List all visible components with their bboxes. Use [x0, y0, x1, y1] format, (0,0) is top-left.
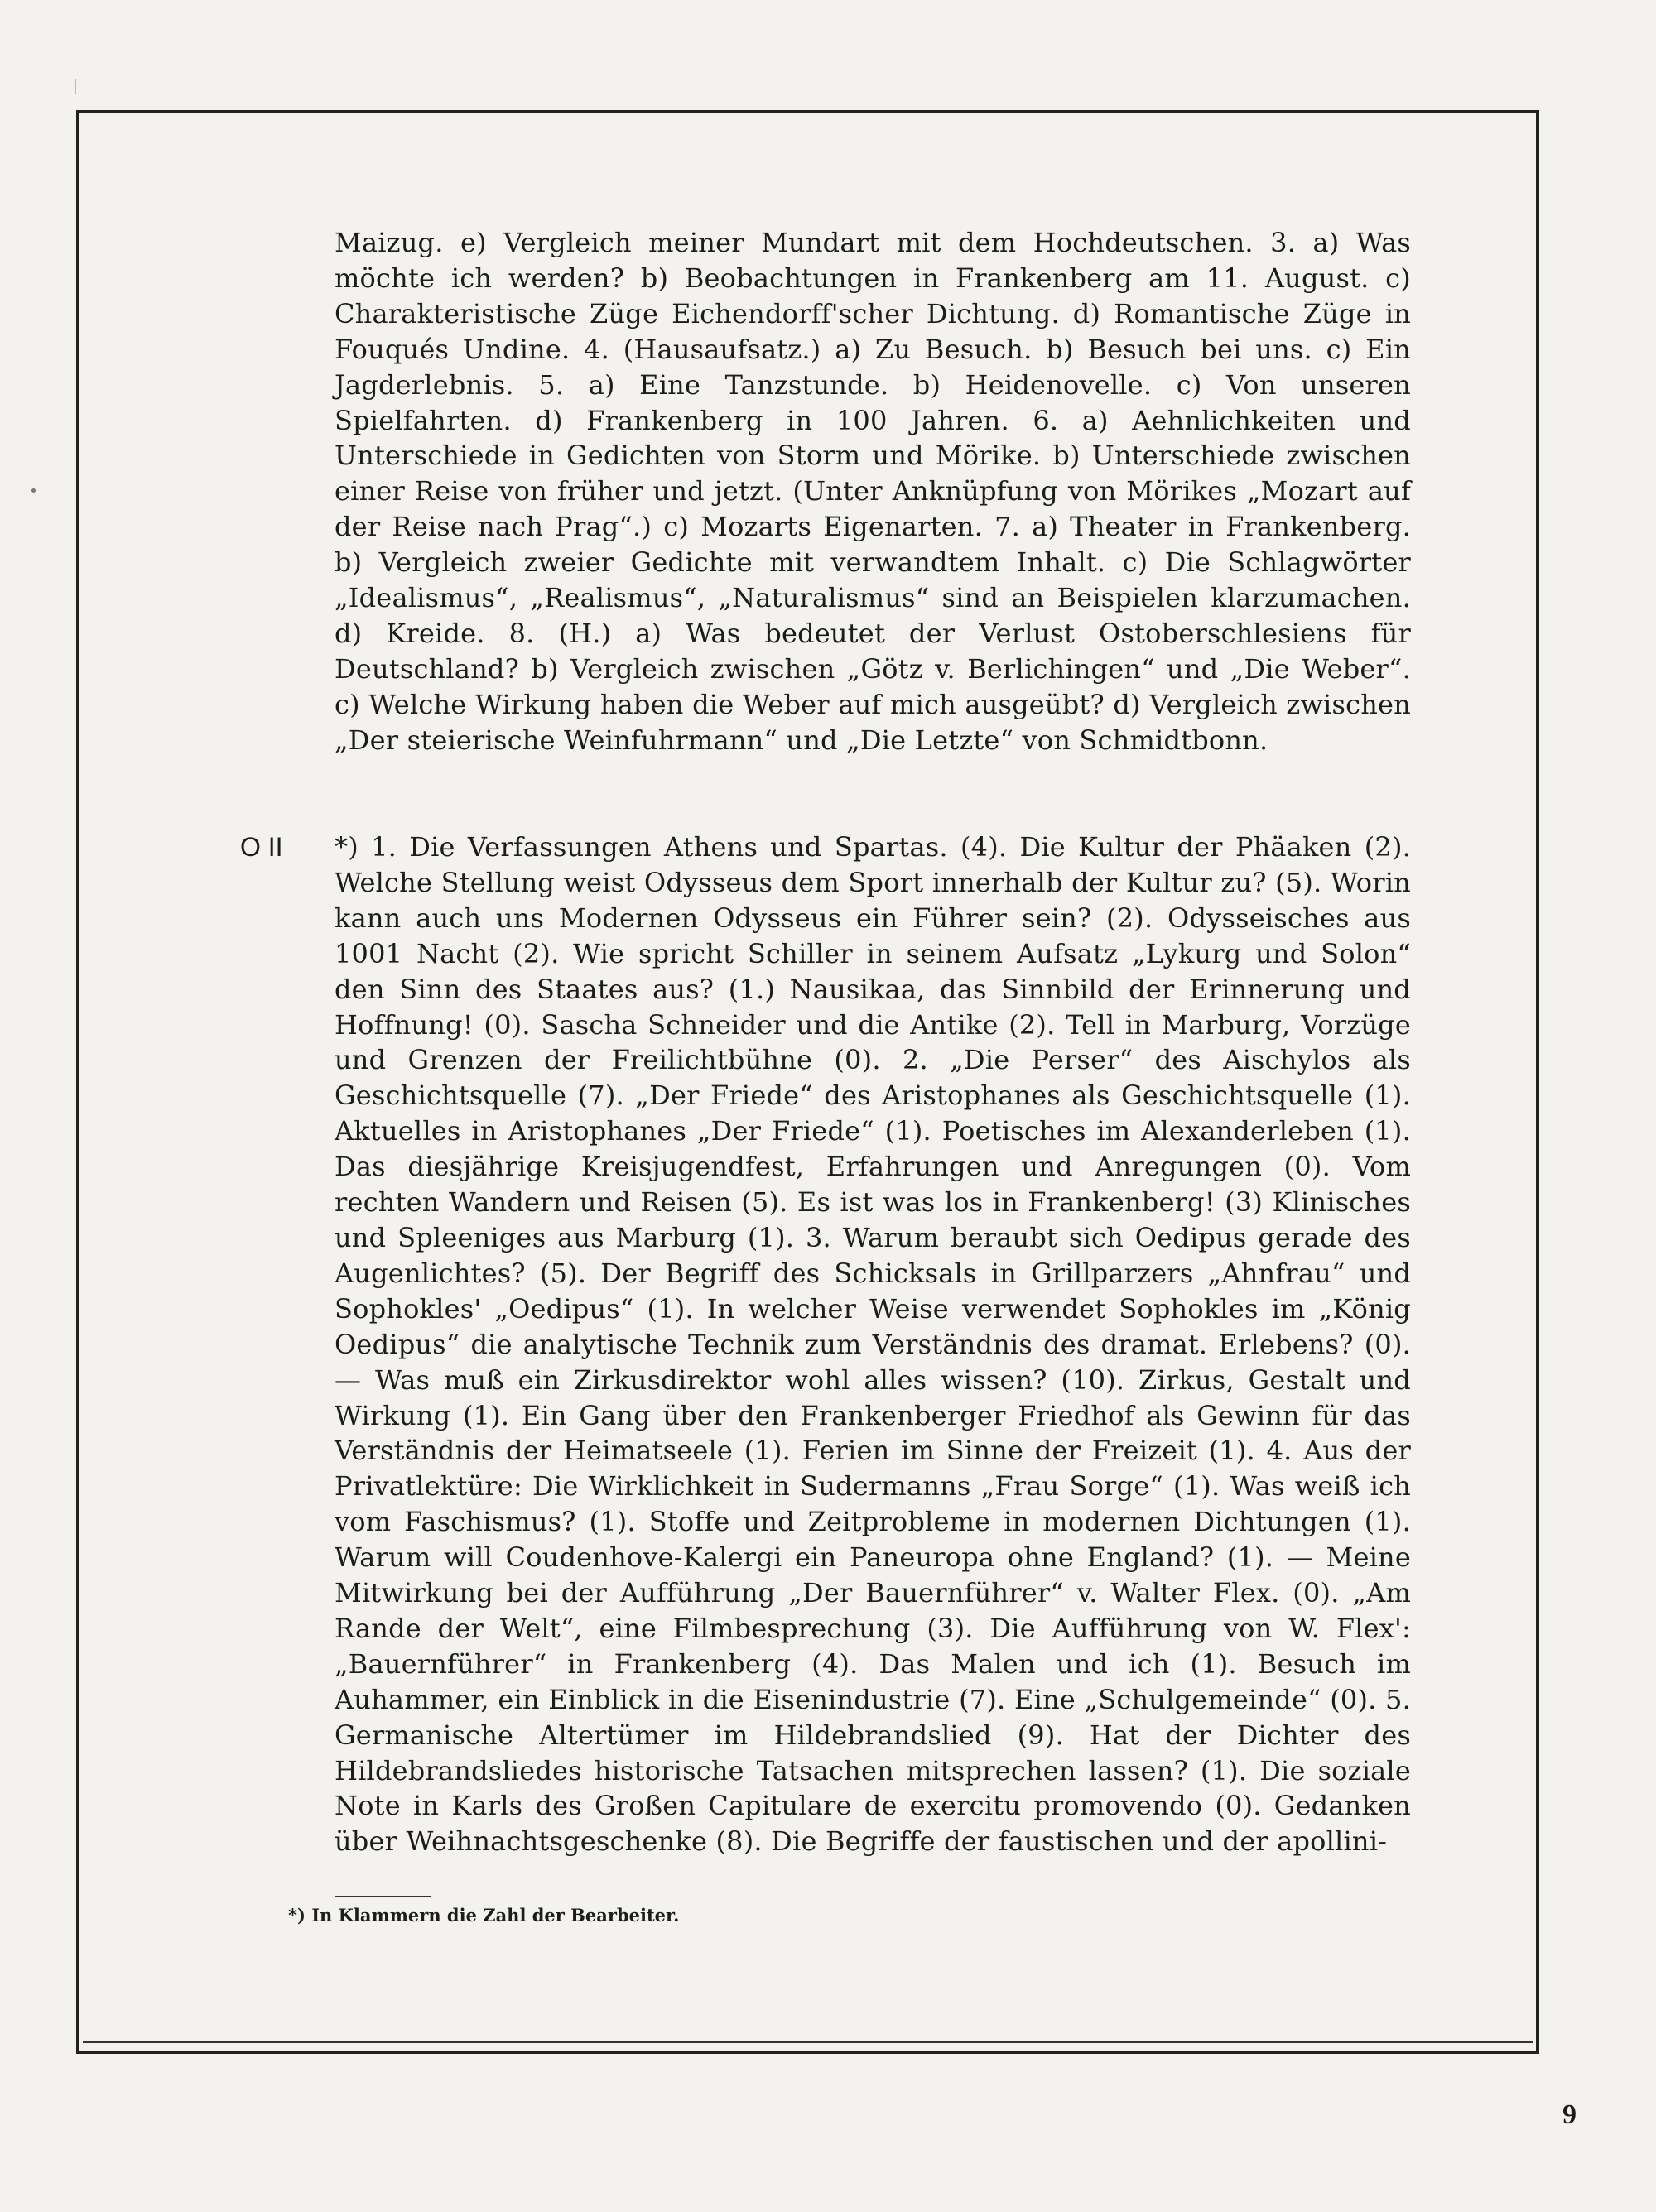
paragraph-continuation: Maizug. e) Vergleich meiner Mundart mit dem Hochdeutschen. 3. a) Was möchte ich werden? b) Beobachtungen in Frankenberg am 11. August. c) Charakteristische Züge Eichendorff'scher Dichtung. d) Romantische Züge in Fouqués Undine. 4. (Hausaufsatz.) a) Zu Besuch. b) Besuch bei uns. c) Ein Jagderlebnis. 5. a) Eine Tanzstunde. b) Heidenovelle. c) Von unseren Spielfahrten. d) Frankenberg in 100 Jahren. 6. a) Aehnlichkeiten und Unterschiede in Gedichten von Storm und Mörike. b) Unterschiede zwischen einer Reise von früher und jetzt. (Unter Anknüpfung von Mörikes „Mozart auf der Reise nach Prag“.) c) Mozarts Eigenarten. 7. a) Theater in Frankenberg. b) Vergleich zweier Gedichte mit verwandtem Inhalt. c) Die Schlagwörter „Idealismus“, „Realismus“, „Naturalismus“ sind an Beispielen klarzumachen. d) Kreide. 8. (H.) a) Was bedeutet der Verlust Ostoberschlesiens für Deutschland? b) Vergleich zwischen „Götz v. Berlichingen“ und „Die Weber“. c) Welche Wirkung haben die Weber auf mich ausgeübt? d) Vergleich zwischen „Der steierische Weinfuhrmann“ und „Die Letzte“ von Schmidtbonn.: [335, 227, 1411, 756]
page-number: 9: [1562, 2099, 1577, 2130]
text-block-continuation: [335, 225, 1411, 758]
section-topics-paragraph: [335, 830, 1411, 1859]
footnote: *) In Klammern die Zahl der Bearbeiter.: [288, 1905, 680, 1926]
section-label: O II: [240, 832, 283, 862]
page-border-inner-rule: [83, 2041, 1533, 2043]
section-topics-text: *) 1. Die Verfassungen Athens und Spartas. (4). Die Kultur der Phäaken (2). Welche Stellung weist Odysseus dem Sport innerhalb der Kultur zu? (5). Worin kann auch uns Modernen Odysseus ein Führer sein? (2). Odysseisches aus 1001 Nacht (2). Wie spricht Schiller in seinem Aufsatz „Lykurg und Solon“ den Sinn des Staates aus? (1.) Nausikaa, das Sinnbild der Erinnerung und Hoffnung! (0). Sascha Schneider und die Antike (2). Tell in Marburg, Vorzüge und Grenzen der Freilichtbühne (0). 2. „Die Perser“ des Aischylos als Geschichtsquelle (7). „Der Friede“ des Aristophanes als Geschichtsquelle (1). Aktuelles in Aristophanes „Der Friede“ (1). Poetisches im Alexanderleben (1). Das diesjährige Kreisjugendfest, Erfahrungen und Anregungen (0). Vom rechten Wandern und Reisen (5). Es ist was los in Frankenberg! (3) Klinisches und Spleeniges aus Marburg (1). 3. Warum beraubt sich Oedipus gerade des Augenlichtes? (5). Der Begriff des Schicksals in Grillparzers „Ahnfrau“ und Sophokles' „Oedipus“ (1). In welcher Weise verwendet Sophokles im „König Oedipus“ die analytische Technik zum Verständnis des dramat. Erlebens? (0). — Was muß ein Zirkusdirektor wohl alles wissen? (10). Zirkus, Gestalt und Wirkung (1). Ein Gang über den Frankenberger Friedhof als Gewinn für das Verständnis der Heimatseele (1). Ferien im Sinne der Freizeit (1). 4. Aus der Privatlektüre: Die Wirklichkeit in Sudermanns „Frau Sorge“ (1). Was weiß ich vom Faschismus? (1). Stoffe und Zeitprobleme in modernen Dichtungen (1). Warum will Coudenhove-Kalergi ein Paneuropa ohne England? (1). — Meine Mitwirkung bei der Aufführung „Der Bauernführer“ v. Walter Flex. (0). „Am Rande der Welt“, eine Filmbesprechung (3). Die Aufführung von W. Flex': „Bauernführer“ in Frankenberg (4). Das Malen und ich (1). Besuch im Auhammer, ein Einblick in die Eisenindustrie (7). Eine „Schulgemeinde“ (0). 5. Germanische Altertümer im Hildebrandslied (9). Hat der Dichter des Hildebrandsliedes historische Tatsachen mitsprechen lassen? (1). Die soziale Note in Karls des Großen Capitulare de exercitu promovendo (0). Gedanken über Weihnachtsgeschenke (8). Die Begriffe der faustischen und der apollini-: [335, 831, 1411, 1858]
scan-mark: [75, 79, 76, 94]
scan-speck: [31, 488, 36, 493]
footnote-rule: [335, 1896, 431, 1897]
